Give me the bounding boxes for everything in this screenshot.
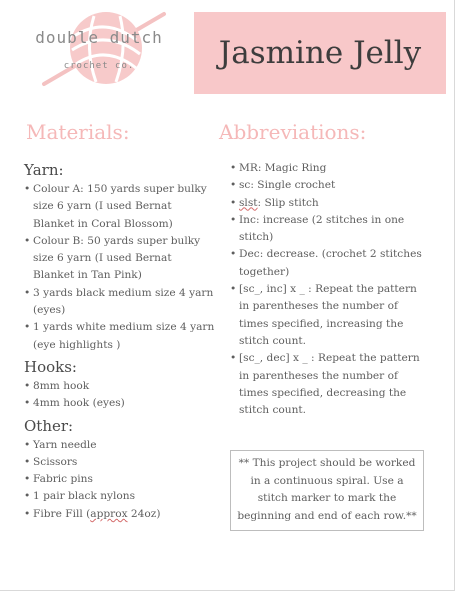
- abbreviations-header: Abbreviations:: [219, 120, 367, 144]
- bullet: •: [24, 321, 31, 334]
- logo-subtitle: crochet co.: [63, 61, 135, 71]
- yarn-list: [24, 181, 216, 354]
- list-item: • Dec: decrease. (crochet 2 stitches together): [230, 248, 422, 278]
- bullet: •: [230, 179, 237, 192]
- bullet: •: [24, 507, 31, 520]
- bullet: •: [24, 490, 31, 503]
- list-item: • Yarn needle: [24, 437, 216, 454]
- list-item: • slst: Slip stitch: [230, 195, 430, 212]
- hooks-header: Hooks:: [24, 357, 77, 376]
- bullet: •: [230, 162, 237, 174]
- bullet: •: [24, 183, 31, 195]
- list-item: • MR: Magic Ring: [230, 160, 430, 177]
- list-item: • [sc_, inc] x _ : Repeat the pattern in parentheses the number of times specified, increasing the stitch count.: [230, 283, 417, 347]
- list-item: • 8mm hook: [24, 378, 216, 395]
- bullet: •: [230, 196, 237, 209]
- logo: [24, 6, 174, 96]
- bullet: •: [230, 352, 237, 365]
- list-item: • Colour B: 50 yards super bulky size 6 yarn (I used Bernat Blanket in Tan Pink): [24, 234, 201, 282]
- bullet: •: [24, 379, 31, 392]
- list-item: • 1 pair black nylons: [24, 488, 216, 505]
- materials-header: Materials:: [26, 120, 130, 144]
- abbreviations-column: [230, 160, 430, 423]
- bullet: •: [24, 455, 31, 468]
- list-item: • 1 yards white medium size 4 yarn (eye highlights ): [24, 321, 215, 351]
- spiral-note: ** This project should be worked in a continuous spiral. Use a stitch marker to mark the beginning and end of each row.**: [230, 450, 424, 531]
- bullet: •: [24, 286, 31, 299]
- pattern-title: Jasmine Jelly: [218, 35, 422, 71]
- bullet: •: [230, 213, 237, 226]
- list-item: • Colour A: 150 yards super bulky size 6 yarn (I used Bernat Blanket in Coral Blossom): [24, 183, 207, 230]
- logo-name: double dutch: [35, 28, 163, 47]
- bullet: •: [24, 234, 31, 247]
- list-item: • Inc: increase (2 stitches in one stitch): [230, 213, 405, 244]
- list-item: • [sc_, dec] x _ : Repeat the pattern in parentheses the number of times specified, decreasing the stitch count.: [230, 352, 420, 417]
- bullet: •: [24, 473, 31, 486]
- yarn-header: Yarn:: [24, 161, 64, 179]
- list-item: • Fabric pins: [24, 471, 216, 488]
- list-item: • Fibre Fill (approx 24oz): [24, 506, 216, 523]
- list-item: • 3 yards black medium size 4 yarn (eyes): [24, 286, 214, 317]
- bullet: •: [24, 397, 31, 410]
- other-list: [24, 437, 216, 523]
- materials-column: [24, 161, 216, 527]
- bullet: •: [24, 438, 31, 451]
- yarn-ball-icon: [24, 6, 174, 96]
- list-item: • Scissors: [24, 454, 216, 471]
- abbreviations-list: [230, 160, 430, 419]
- list-item: • 4mm hook (eyes): [24, 395, 216, 412]
- hooks-list: [24, 378, 216, 413]
- bullet: •: [230, 283, 237, 296]
- title-banner: [194, 12, 446, 94]
- bullet: •: [230, 248, 237, 261]
- list-item: • sc: Single crochet: [230, 177, 430, 194]
- other-header: Other:: [24, 416, 74, 435]
